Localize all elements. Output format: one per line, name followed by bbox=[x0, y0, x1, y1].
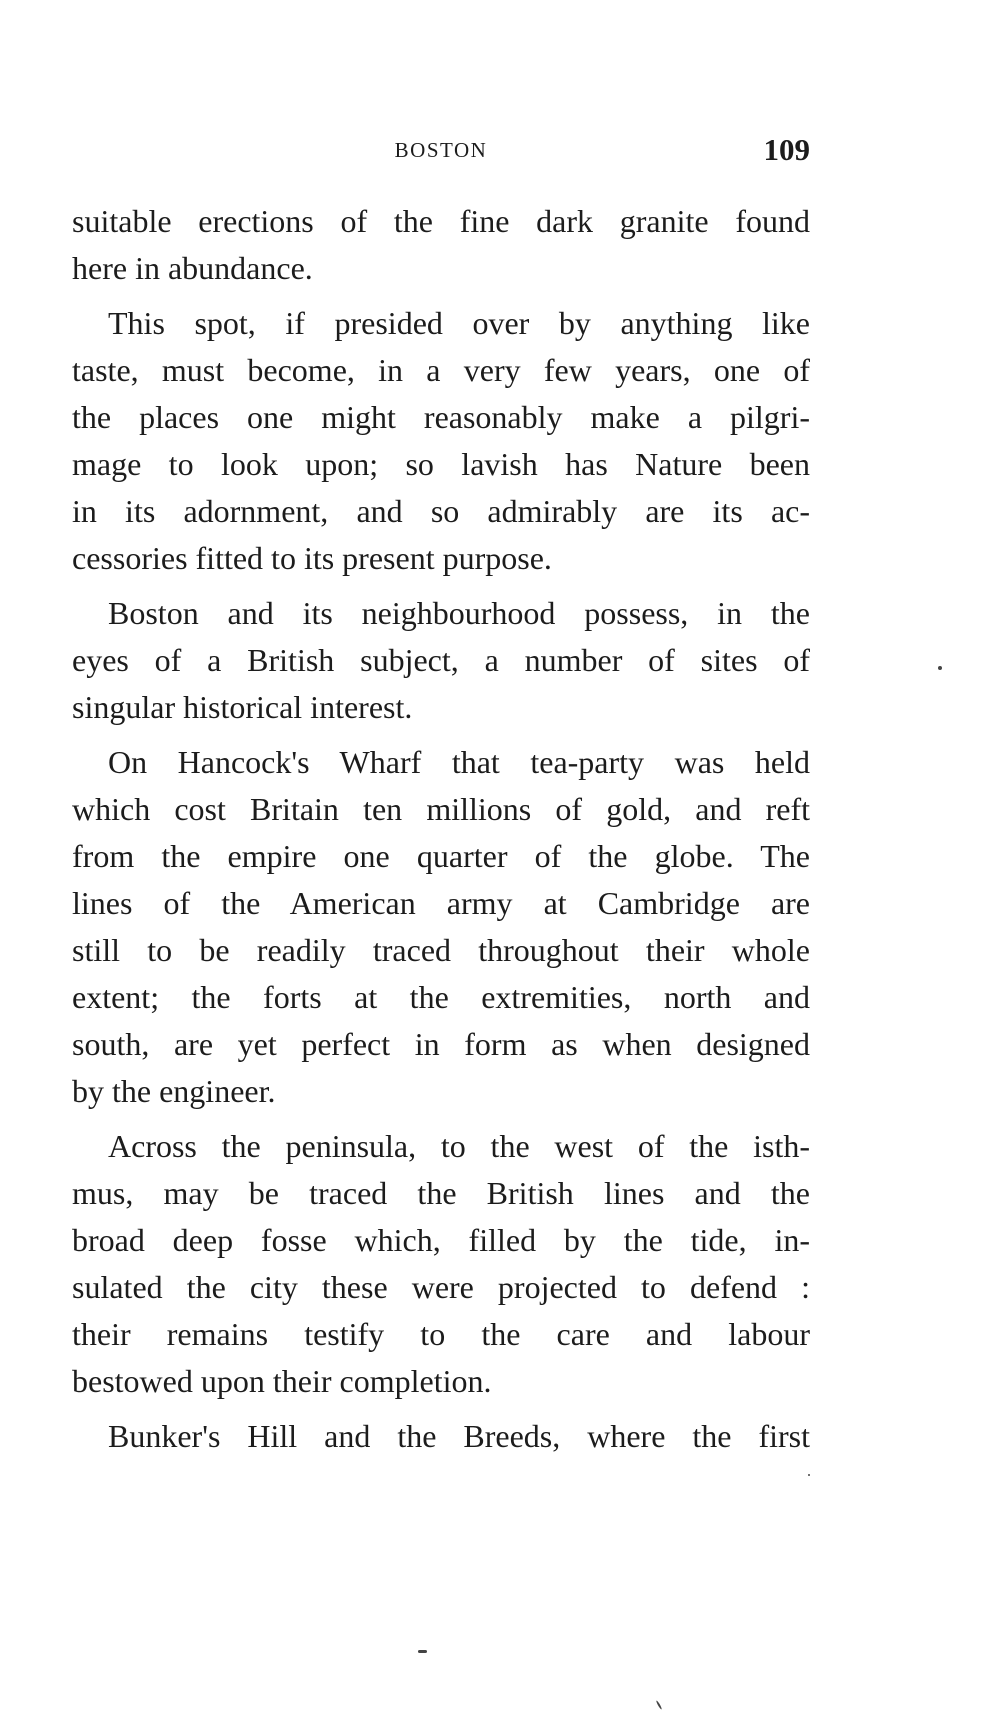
paragraph bbox=[72, 1413, 810, 1460]
paragraph bbox=[72, 739, 810, 1115]
text-line: Bunker's Hill and the Breeds, where the first bbox=[108, 1418, 810, 1454]
text-line: extent; the forts at the extremities, north and bbox=[72, 979, 810, 1015]
page-number: 109 bbox=[763, 132, 810, 167]
paragraph bbox=[72, 590, 810, 731]
text-line: still to be readily traced throughout their whole bbox=[72, 932, 810, 968]
text-line: which cost Britain ten millions of gold, and reft bbox=[72, 791, 810, 827]
text-line: On Hancock's Wharf that tea-party was held bbox=[108, 744, 810, 780]
running-head bbox=[72, 132, 810, 172]
text-line: here in abundance. bbox=[72, 250, 313, 286]
text-line: cessories fitted to its present purpose. bbox=[72, 540, 552, 576]
text-line: the places one might reasonably make a pilgri- bbox=[72, 399, 810, 435]
text-line: their remains testify to the care and labour bbox=[72, 1316, 810, 1352]
paragraph bbox=[72, 1123, 810, 1405]
text-line: suitable erections of the fine dark granite found bbox=[72, 203, 810, 239]
scan-speck bbox=[938, 666, 942, 670]
text-line: Boston and its neighbourhood possess, in the bbox=[108, 595, 810, 631]
text-line: eyes of a British subject, a number of sites of bbox=[72, 642, 810, 678]
paragraph bbox=[72, 300, 810, 582]
running-title: BOSTON bbox=[394, 138, 488, 162]
text-line: singular historical interest. bbox=[72, 689, 413, 725]
text-line: mage to look upon; so lavish has Nature been bbox=[72, 446, 810, 482]
text-line: by the engineer. bbox=[72, 1073, 276, 1109]
text-line: bestowed upon their completion. bbox=[72, 1363, 492, 1399]
paragraph bbox=[72, 198, 810, 292]
body-text bbox=[72, 198, 810, 1460]
scan-speck bbox=[418, 1650, 427, 1653]
text-line: from the empire one quarter of the globe. The bbox=[72, 838, 810, 874]
text-line: taste, must become, in a very few years, one of bbox=[72, 352, 810, 388]
text-line: mus, may be traced the British lines and the bbox=[72, 1175, 810, 1211]
text-line: broad deep fosse which, filled by the tide, in- bbox=[72, 1222, 810, 1258]
text-line: sulated the city these were projected to defend : bbox=[72, 1269, 810, 1305]
text-line: Across the peninsula, to the west of the isth- bbox=[108, 1128, 810, 1164]
scan-speck bbox=[656, 1700, 663, 1710]
text-line: in its adornment, and so admirably are its ac- bbox=[72, 493, 810, 529]
text-line: south, are yet perfect in form as when designed bbox=[72, 1026, 810, 1062]
text-line: lines of the American army at Cambridge are bbox=[72, 885, 810, 921]
text-line: This spot, if presided over by anything like bbox=[108, 305, 810, 341]
scan-speck bbox=[808, 1474, 810, 1476]
